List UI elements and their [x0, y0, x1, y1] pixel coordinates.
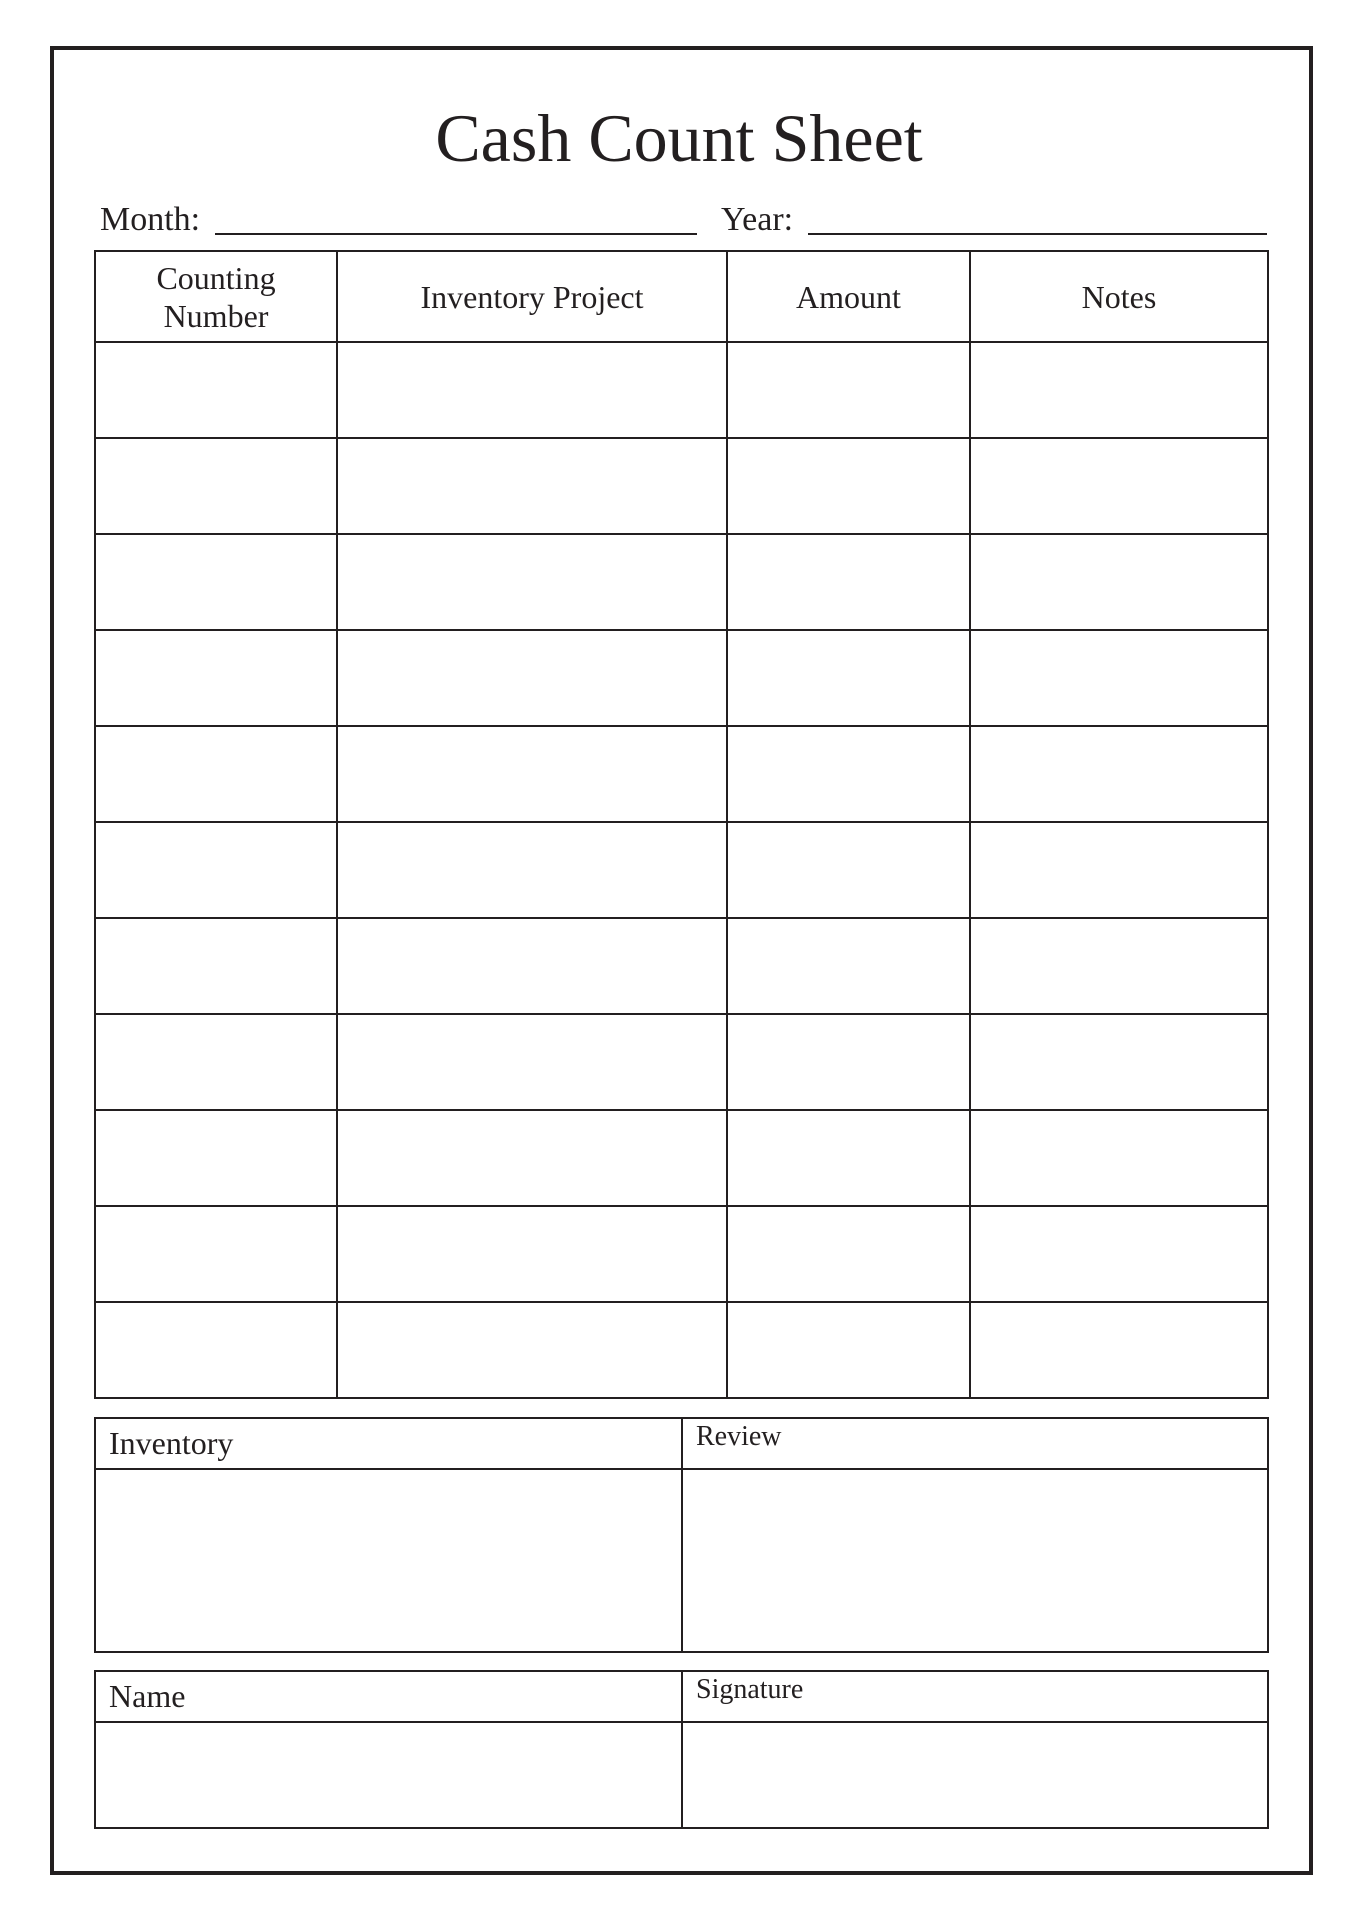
- counting-number-cell[interactable]: [95, 438, 337, 534]
- table-row: [95, 1302, 1268, 1398]
- amount-cell[interactable]: [727, 822, 970, 918]
- notes-cell[interactable]: [970, 1302, 1268, 1398]
- table-row: [95, 534, 1268, 630]
- month-field[interactable]: [215, 233, 697, 235]
- table-row: [95, 822, 1268, 918]
- amount-cell[interactable]: [727, 726, 970, 822]
- inventory-project-cell[interactable]: [337, 822, 727, 918]
- table-row: [95, 438, 1268, 534]
- notes-cell[interactable]: [970, 342, 1268, 438]
- table-row: [95, 1110, 1268, 1206]
- counting-number-cell[interactable]: [95, 918, 337, 1014]
- counting-number-cell[interactable]: [95, 534, 337, 630]
- inventory-project-cell[interactable]: [337, 726, 727, 822]
- inventory-project-cell[interactable]: [337, 1206, 727, 1302]
- header-inventory-project: Inventory Project: [337, 251, 727, 342]
- header-amount: Amount: [727, 251, 970, 342]
- inventory-project-cell[interactable]: [337, 534, 727, 630]
- table-header-row: [95, 251, 1268, 342]
- name-signature-box: [94, 1670, 1269, 1829]
- notes-cell[interactable]: [970, 918, 1268, 1014]
- inventory-field[interactable]: [95, 1469, 682, 1652]
- counting-number-cell[interactable]: [95, 726, 337, 822]
- inventory-project-cell[interactable]: [337, 918, 727, 1014]
- inventory-project-cell[interactable]: [337, 342, 727, 438]
- table-row: [95, 1206, 1268, 1302]
- sign-header-row: [95, 1671, 1268, 1722]
- amount-cell[interactable]: [727, 630, 970, 726]
- inventory-project-cell[interactable]: [337, 1014, 727, 1110]
- counting-number-cell[interactable]: [95, 1302, 337, 1398]
- signature-field[interactable]: [682, 1722, 1268, 1828]
- notes-cell[interactable]: [970, 630, 1268, 726]
- notes-cell[interactable]: [970, 438, 1268, 534]
- amount-cell[interactable]: [727, 1206, 970, 1302]
- notes-cell[interactable]: [970, 822, 1268, 918]
- header-notes: Notes: [970, 251, 1268, 342]
- summary-header-row: [95, 1418, 1268, 1469]
- table-row: [95, 1014, 1268, 1110]
- counting-number-cell[interactable]: [95, 342, 337, 438]
- year-label: Year:: [721, 201, 794, 238]
- header-counting-number: Counting Number: [95, 251, 337, 342]
- amount-cell[interactable]: [727, 342, 970, 438]
- amount-cell[interactable]: [727, 918, 970, 1014]
- month-label: Month:: [100, 201, 201, 238]
- table-row: [95, 918, 1268, 1014]
- inventory-project-cell[interactable]: [337, 1110, 727, 1206]
- notes-cell[interactable]: [970, 1206, 1268, 1302]
- inventory-review-box: [94, 1417, 1269, 1653]
- page-title: Cash Count Sheet: [435, 100, 923, 176]
- signature-label: Signature: [682, 1671, 1268, 1722]
- cash-count-table: [94, 250, 1269, 1399]
- notes-cell[interactable]: [970, 1014, 1268, 1110]
- review-label: Review: [682, 1418, 1268, 1469]
- counting-number-cell[interactable]: [95, 1110, 337, 1206]
- amount-cell[interactable]: [727, 1110, 970, 1206]
- notes-cell[interactable]: [970, 1110, 1268, 1206]
- table-row: [95, 342, 1268, 438]
- table-row: [95, 630, 1268, 726]
- inventory-project-cell[interactable]: [337, 630, 727, 726]
- name-label: Name: [95, 1671, 682, 1722]
- notes-cell[interactable]: [970, 726, 1268, 822]
- table-row: [95, 726, 1268, 822]
- inventory-project-cell[interactable]: [337, 438, 727, 534]
- summary-body-row: [95, 1469, 1268, 1652]
- amount-cell[interactable]: [727, 438, 970, 534]
- year-field[interactable]: [808, 233, 1267, 235]
- amount-cell[interactable]: [727, 534, 970, 630]
- notes-cell[interactable]: [970, 534, 1268, 630]
- inventory-label: Inventory: [95, 1418, 682, 1469]
- counting-number-cell[interactable]: [95, 1206, 337, 1302]
- sign-body-row: [95, 1722, 1268, 1828]
- counting-number-cell[interactable]: [95, 822, 337, 918]
- counting-number-cell[interactable]: [95, 630, 337, 726]
- amount-cell[interactable]: [727, 1014, 970, 1110]
- inventory-project-cell[interactable]: [337, 1302, 727, 1398]
- review-field[interactable]: [682, 1469, 1268, 1652]
- amount-cell[interactable]: [727, 1302, 970, 1398]
- counting-number-cell[interactable]: [95, 1014, 337, 1110]
- name-field[interactable]: [95, 1722, 682, 1828]
